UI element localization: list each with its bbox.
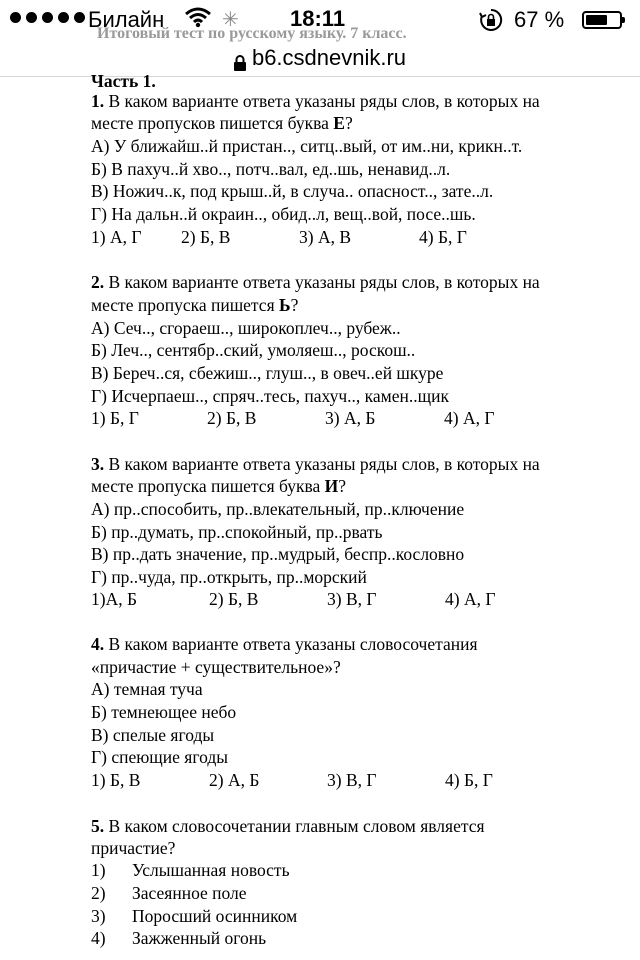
answer-a: А) пр..способить, пр..влекательный, пр..ключение bbox=[91, 499, 465, 519]
list-item: 4) Зажженный огонь bbox=[91, 928, 267, 948]
answer-c: В) Береч..ся, сбежиш.., глуш.., в овеч..ей шкуре bbox=[91, 363, 444, 383]
question-5: 5. В каком словосочетании главным словом является bbox=[91, 816, 485, 836]
list-item: 1) Услышанная новость bbox=[91, 860, 290, 880]
document-page: Итоговый тест по русскому языку. 7 класс. Часть 1. 1. В каком варианте ответа указаны ряды слов, в которых на месте пропусков пишется буква Е? А) У ближайш..й пристан.., ситц..вый, от им..ни, крикн..т. Б) В пахуч..й хво.., потч..вал, ед..шь, ненавид..л. В) Ножич..к, под крыш..й, в случа.. опасност.., зате..л. Г) На дальн..й окраин.., обид..л, вещ..вой, посе..шь. 1) А, Г 2) Б, В 3) А, В 4) Б, Г 2. В каком варианте ответа указаны ряды слов, в которых на месте пропуска пишется Ь? А) Сеч.., сгораеш.., широкоплеч.., рубеж.. Б) Леч.., сентябр..ский, умоляеш.., роскош.. В) Береч..ся, сбежиш.., глуш.., в овеч..ей шкуре Г) Исчерпаеш.., спряч..тесь, пахуч.., камен..щик 1) Б, Г 2) Б, В 3) А, Б 4) А, Г 3. В каком варианте ответа указаны ряды слов, в которых на месте пропуска пишется буква И? А) пр..способить, пр..влекательный, пр..ключение Б) пр..думать, пр..спокойный, пр..рвать В) пр..дать значение, пр..мудрый, беспр..кословно Г) пр..чуда, пр..открыть, пр..морский 1)А, Б 2) Б, В 3) В, Г 4) А, Г 4. В каком варианте ответа указаны словосочетания «причастие + существительное»? А) темная туча Б) темнеющее небо В) спелые ягоды Г) спеющие ягоды 1) Б, В 2) А, Б 3) В, Г 4) Б, Г 5. В каком словосочетании главным словом является причастие? 1) Услышанная новость 2) Засеянное поле 3) Поросший осинником 4) Зажженный огонь bbox=[91, 25, 540, 948]
battery-percent: 67 % bbox=[514, 7, 565, 32]
question-4: 4. В каком варианте ответа указаны словосочетания bbox=[91, 634, 478, 654]
question-2: 2. В каком варианте ответа указаны ряды слов, в которых на bbox=[91, 272, 540, 292]
part-title: Часть 1. bbox=[91, 71, 156, 91]
answer-d: Г) пр..чуда, пр..открыть, пр..морский bbox=[91, 567, 367, 587]
orientation-lock-icon bbox=[479, 8, 503, 38]
carrier-name: Билайн bbox=[88, 7, 165, 32]
question-number: 3. bbox=[91, 454, 105, 474]
question-3: 3. В каком варианте ответа указаны ряды слов, в которых на bbox=[91, 454, 540, 474]
activity-spinner-icon: ✳ bbox=[222, 9, 239, 31]
answer-c: В) спелые ягоды bbox=[91, 725, 215, 745]
list-item: 3) Поросший осинником bbox=[91, 906, 298, 926]
battery-icon bbox=[582, 11, 622, 29]
question-number: 2. bbox=[91, 272, 105, 292]
answer-d: Г) спеющие ягоды bbox=[91, 747, 228, 767]
answer-a: А) Сеч.., сгораеш.., широкоплеч.., рубеж.. bbox=[91, 318, 401, 338]
answer-b: Б) пр..думать, пр..спокойный, пр..рвать bbox=[91, 522, 383, 542]
clock-time: 18:11 bbox=[290, 6, 346, 31]
signal-dots-icon bbox=[10, 12, 85, 23]
answer-c: В) Ножич..к, под крыш..й, в случа.. опасност.., зате..л. bbox=[91, 181, 494, 201]
answer-d: Г) На дальн..й окраин.., обид..л, вещ..вой, посе..шь. bbox=[91, 204, 476, 224]
padlock-icon bbox=[234, 51, 246, 67]
url-text[interactable]: b6.csdnevnik.ru bbox=[251, 45, 407, 70]
list-item: 2) Засеянное поле bbox=[91, 883, 247, 903]
answer-a: А) У ближайш..й пристан.., ситц..вый, от им..ни, крикн..т. bbox=[91, 136, 523, 156]
answer-b: Б) темнеющее небо bbox=[91, 702, 237, 722]
answer-a: А) темная туча bbox=[91, 679, 203, 699]
answer-c: В) пр..дать значение, пр..мудрый, беспр..кословно bbox=[91, 544, 465, 564]
faded-header: Итоговый тест по русскому языку. 7 класс. bbox=[97, 25, 407, 42]
answer-d: Г) Исчерпаеш.., спряч..тесь, пахуч.., камен..щик bbox=[91, 386, 449, 406]
question-1: 1. В каком варианте ответа указаны ряды слов, в которых на bbox=[91, 91, 540, 111]
question-number: 4. bbox=[91, 634, 105, 654]
answer-b: Б) Леч.., сентябр..ский, умоляеш.., роскош.. bbox=[91, 340, 416, 360]
question-number: 1. bbox=[91, 91, 105, 111]
answer-b: Б) В пахуч..й хво.., потч..вал, ед..шь, ненавид..л. bbox=[91, 159, 451, 179]
question-number: 5. bbox=[91, 816, 105, 836]
